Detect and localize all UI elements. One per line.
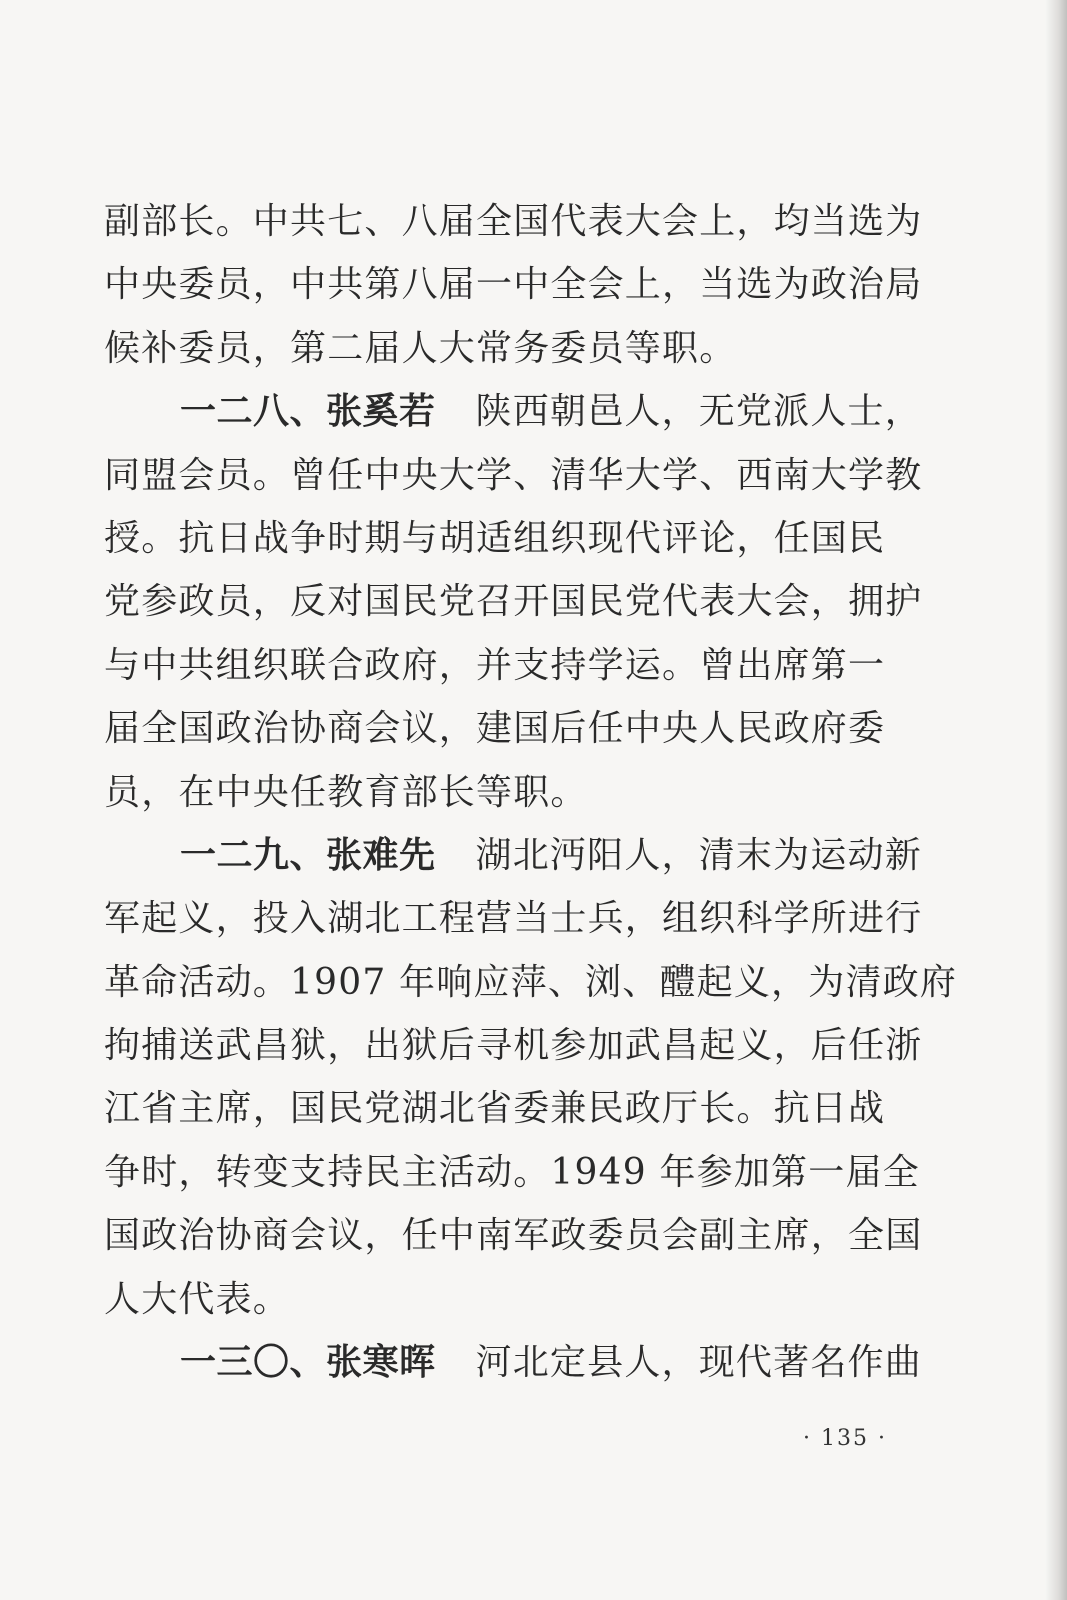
text-line: 届全国政治协商会议，建国后任中央人民政府委: [104, 708, 886, 750]
entry-heading: 一二八、张奚若: [180, 391, 436, 433]
entry-text: 陕西朝邑人，无党派人士，: [475, 391, 922, 433]
text-line: 争时，转变支持民主活动。1949 年参加第一届全: [104, 1151, 920, 1193]
entry-first-line: [104, 1331, 924, 1394]
text-line: 授。抗日战争时期与胡适组织现代评论，任国民: [104, 517, 886, 559]
text-line: 国政治协商会议，任中南军政委员会副主席，全国: [104, 1215, 923, 1257]
text-line: 候补委员，第二届人大常务委员等职。: [104, 327, 737, 369]
entry-heading: 一二九、张难先: [180, 834, 436, 876]
entry-first-line: [104, 380, 924, 443]
text-line: 人大代表。: [104, 1278, 291, 1320]
entry-text: 湖北沔阳人，清末为运动新: [475, 834, 922, 876]
body-text: [104, 190, 958, 1394]
text-line: 江省主席，国民党湖北省委兼民政厅长。抗日战: [104, 1088, 886, 1130]
page-edge-shadow: [1045, 0, 1067, 1600]
text-line: 员，在中央任教育部长等职。: [104, 771, 588, 813]
text-line: 军起义，投入湖北工程营当士兵，组织科学所进行: [104, 898, 923, 940]
text-line: 拘捕送武昌狱，出狱后寻机参加武昌起义，后任浙: [104, 1025, 923, 1067]
text-line: 副部长。中共七、八届全国代表大会上，均当选为: [104, 201, 923, 242]
text-line: 与中共组织联合政府，并支持学运。曾出席第一: [104, 644, 886, 686]
entry-text: 河北定县人，现代著名作曲: [475, 1342, 922, 1384]
text-line: 中央委员，中共第八届一中全会上，当选为政治局: [104, 264, 923, 306]
text-line: 党参政员，反对国民党召开国民党代表大会，拥护: [104, 581, 923, 623]
entry-heading: 一三〇、张寒晖: [180, 1342, 436, 1384]
entry-first-line: [104, 824, 924, 887]
page-number: · 135 ·: [803, 1426, 887, 1451]
text-line: 革命活动。1907 年响应萍、浏、醴起义，为清政府: [104, 961, 958, 1003]
text-line: 同盟会员。曾任中央大学、清华大学、西南大学教: [104, 454, 923, 496]
